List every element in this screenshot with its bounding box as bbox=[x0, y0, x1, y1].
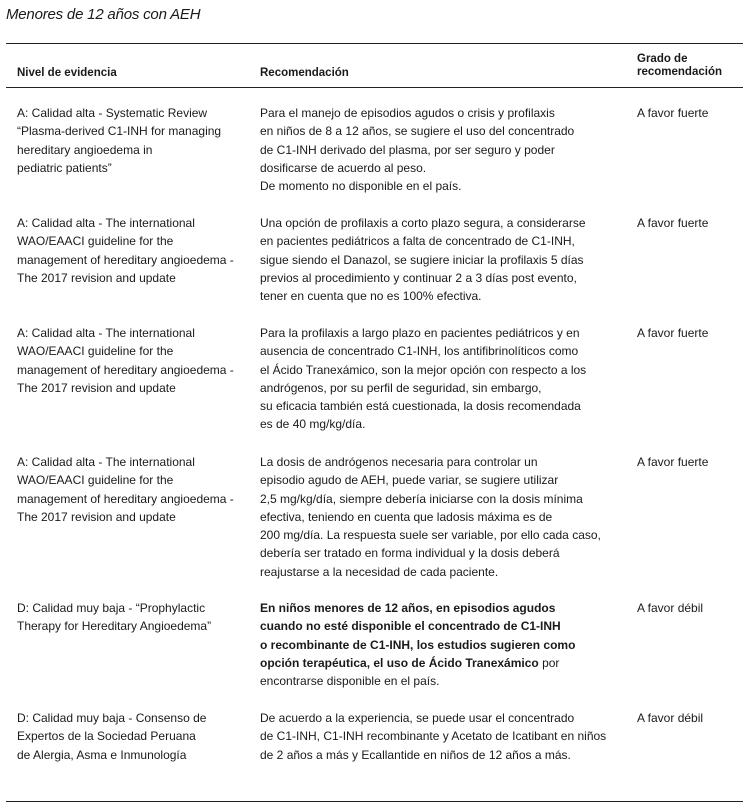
recommendation-cell: Para el manejo de episodios agudos o crisis y profilaxis en niños de 8 a 12 años, se sugiere el uso del concentrado de C1-INH derivado del plasma, por ser seguro y poder dosificarse de acuerdo al peso. De momento no disponible en el país. bbox=[260, 106, 575, 194]
table-bottom-rule bbox=[6, 801, 743, 802]
recommendation-cell: La dosis de andrógenos necesaria para controlar un episodio agudo de AEH, puede variar, se sugiere utilizar 2,5 mg/kg/día, siempre debería iniciarse con la dosis mínima efectiva, teniendo en cuenta que ladosis máxima es de 200 mg/día. La respuesta suele ser variable, por ello cada caso, debería ser tratado en forma individual y la dosis deberá reajustarse a la necesidad de cada paciente. bbox=[260, 455, 601, 579]
evidence-cell: A: Calidad alta - Systematic Review “Plasma-derived C1-INH for managing hereditary angioedema in pediatric patients” bbox=[17, 106, 222, 175]
evidence-cell: A: Calidad alta - The international WAO/EAACI guideline for the management of hereditary angioedema - The 2017 revision and update bbox=[17, 455, 234, 524]
header-grade: Grado de recomendación bbox=[637, 53, 722, 78]
header-evidence: Nivel de evidencia bbox=[17, 67, 117, 79]
evidence-cell: D: Calidad muy baja - Consenso de Expertos de la Sociedad Peruana de Alergia, Asma e Inmunología bbox=[17, 711, 207, 762]
recommendation-cell: De acuerdo a la experiencia, se puede usar el concentrado de C1-INH, C1-INH recombinante y Acetato de Icatibant en niños de 2 años a más y Ecallantide en niños de 12 años a más. bbox=[260, 711, 607, 762]
grade-cell: A favor fuerte bbox=[637, 216, 709, 230]
table-title: Menores de 12 años con AEH bbox=[6, 6, 201, 23]
recommendation-cell: Una opción de profilaxis a corto plazo segura, a considerarse en pacientes pediátricos a falta de concentrado de C1-INH, sigue siendo el Danazol, se sugiere iniciar la profilaxis 5 días previos al procedimiento y continuar 2 a 3 días post evento, tener en cuenta que no es 100% efectiva. bbox=[260, 216, 586, 304]
evidence-cell: D: Calidad muy baja - “Prophylactic Therapy for Hereditary Angioedema” bbox=[17, 601, 212, 634]
header-recommendation: Recomendación bbox=[260, 67, 349, 79]
recommendation-cell bbox=[260, 599, 625, 690]
grade-cell: A favor fuerte bbox=[637, 455, 709, 469]
grade-cell: A favor fuerte bbox=[637, 106, 709, 120]
table-top-rule bbox=[6, 43, 743, 44]
recommendation-cell: Para la profilaxis a largo plazo en pacientes pediátricos y en ausencia de concentrado C1-INH, los antifibrinolíticos como el Ácido Tranexámico, son la mejor opción con respecto a los andrógenos, por su perfil de seguridad, sin embargo, su eficacia también está cuestionada, la dosis recomendada es de 40 mg/kg/día. bbox=[260, 326, 587, 432]
evidence-cell: A: Calidad alta - The international WAO/EAACI guideline for the management of hereditary angioedema - The 2017 revision and update bbox=[17, 216, 234, 285]
table-header-rule bbox=[6, 87, 743, 88]
grade-cell: A favor fuerte bbox=[637, 326, 709, 340]
grade-cell: A favor débil bbox=[637, 601, 704, 615]
grade-cell: A favor débil bbox=[637, 711, 704, 725]
evidence-cell: A: Calidad alta - The international WAO/EAACI guideline for the management of hereditary angioedema - The 2017 revision and update bbox=[17, 326, 234, 395]
recommendation-bold-text: En niños menores de 12 años, en episodios agudos cuando no esté disponible el concentrado de C1-INH o recombinante de C1-INH, los estudios sugieren como opción terapéutica, el uso de Ácido Tranexámico bbox=[260, 601, 576, 670]
recommendation-rest-text: por encontrarse disponible en el país. bbox=[260, 655, 560, 689]
